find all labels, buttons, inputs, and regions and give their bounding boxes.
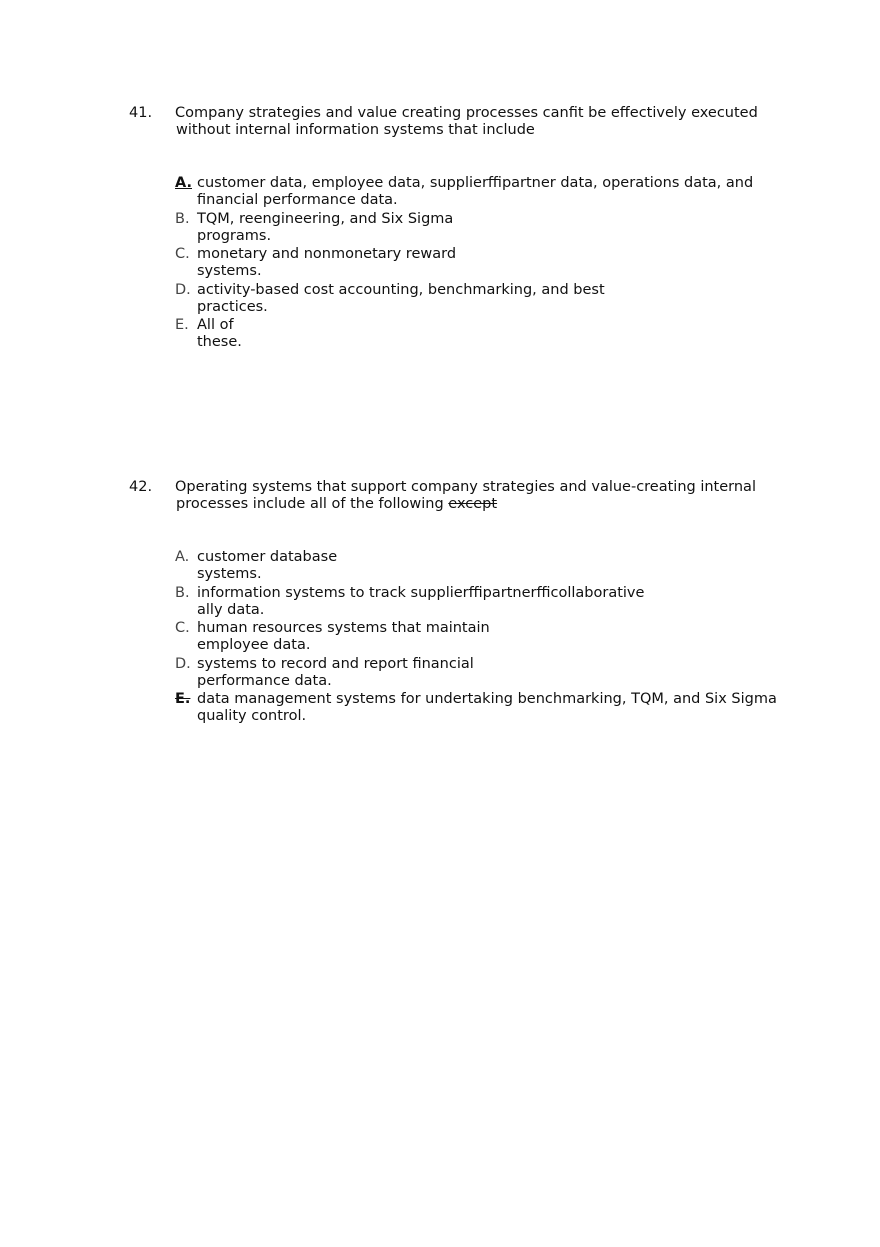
option-letter: D. xyxy=(175,281,191,298)
option-text-line: these. xyxy=(197,334,242,351)
option-text-line: performance data. xyxy=(197,672,332,689)
option-letter: C. xyxy=(175,246,190,263)
answer-option-d[interactable] xyxy=(175,282,815,316)
option-letter: E. xyxy=(175,317,189,334)
option-text xyxy=(197,246,815,280)
option-text-line: employee data. xyxy=(197,637,311,654)
answer-option-e[interactable] xyxy=(175,691,815,725)
option-text-line: programs. xyxy=(197,227,272,244)
option-text xyxy=(197,175,815,209)
option-text-line: quality control. xyxy=(197,708,307,725)
option-text-line: customer database xyxy=(197,549,338,565)
option-letter: D. xyxy=(175,655,191,672)
option-text-line: activity-based cost accounting, benchmarking, and best xyxy=(197,281,605,298)
question-stem xyxy=(175,105,775,139)
option-text xyxy=(197,282,815,316)
option-text-line: systems. xyxy=(197,566,262,582)
question-number: 41. xyxy=(129,105,153,121)
answer-option-a[interactable] xyxy=(175,549,815,583)
option-letter: A. xyxy=(175,549,190,565)
option-text-line: data management systems for undertaking benchmarking, TQM, and Six Sigma xyxy=(197,691,777,708)
question-stem-text: processes include all of the following xyxy=(176,496,449,512)
answer-option-c[interactable] xyxy=(175,246,815,280)
option-text xyxy=(197,317,815,351)
option-text-line: systems. xyxy=(197,263,262,280)
option-text xyxy=(197,549,815,583)
option-text xyxy=(197,211,815,245)
option-text xyxy=(197,656,815,690)
question-stem-line xyxy=(175,496,775,513)
question-stem-line: Company strategies and value creating processes canﬁt be effectively executed xyxy=(175,105,758,121)
answer-option-b[interactable] xyxy=(175,211,815,245)
option-text-line: All of xyxy=(197,317,234,334)
option-letter: B. xyxy=(175,210,190,227)
option-text-line: information systems to track supplierﬃpartnerﬃcollaborative xyxy=(197,584,645,601)
question-stem-line: without internal information systems that include xyxy=(176,122,535,138)
question-number: 42. xyxy=(129,479,153,495)
option-text-line: monetary and nonmonetary reward xyxy=(197,246,457,263)
option-text-line: systems to record and report financial xyxy=(197,655,474,672)
option-text xyxy=(197,691,815,725)
answer-option-a[interactable] xyxy=(175,175,815,209)
option-text-line: practices. xyxy=(197,298,268,315)
option-text xyxy=(197,620,815,654)
answer-options-41 xyxy=(175,175,815,353)
option-text-line: customer data, employee data, supplierﬃpartner data, operations data, and xyxy=(197,175,754,191)
option-letter: C. xyxy=(175,620,190,637)
struck-word: except xyxy=(448,496,498,512)
answer-option-e[interactable] xyxy=(175,317,815,351)
option-text-line: TQM, reengineering, and Six Sigma xyxy=(197,210,454,227)
option-text-line: financial performance data. xyxy=(197,192,398,208)
option-text-line: human resources systems that maintain xyxy=(197,620,490,637)
option-letter: A. xyxy=(175,175,192,191)
option-letter: B. xyxy=(175,584,190,601)
question-stem-line: Operating systems that support company strategies and value-creating internal xyxy=(175,479,756,495)
answer-option-b[interactable] xyxy=(175,585,815,619)
option-letter: E. xyxy=(175,691,191,708)
question-stem xyxy=(175,479,775,513)
option-text-line: ally data. xyxy=(197,601,265,618)
answer-option-c[interactable] xyxy=(175,620,815,654)
answer-options-42 xyxy=(175,549,815,727)
option-text xyxy=(197,585,815,619)
answer-option-d[interactable] xyxy=(175,656,815,690)
